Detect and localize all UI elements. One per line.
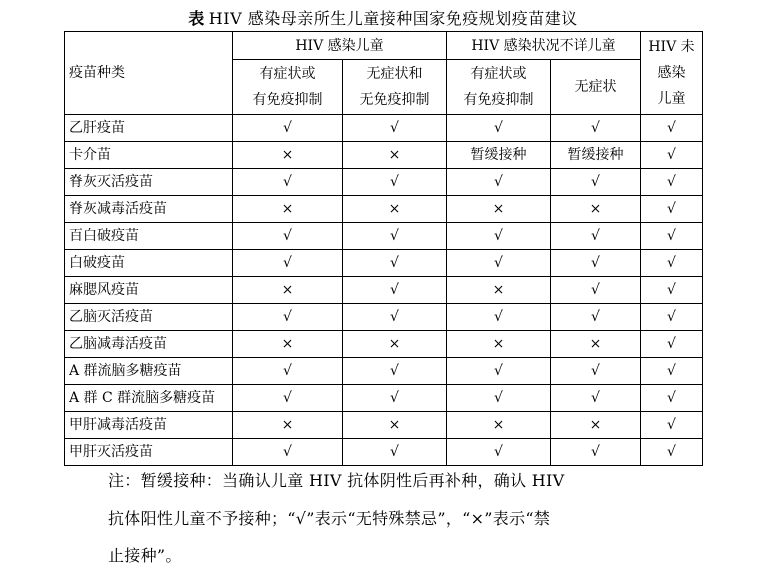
- vaccine-name-cell: A 群流脑多糖疫苗: [65, 358, 233, 385]
- table-row: [65, 412, 703, 439]
- recommendation-cell: √: [447, 169, 551, 196]
- table-row: [65, 277, 703, 304]
- recommendation-cell: √: [641, 169, 703, 196]
- recommendation-cell: 暂缓接种: [447, 142, 551, 169]
- vaccine-name-cell: 麻腮风疫苗: [65, 277, 233, 304]
- note-line-1: 注：暂缓接种：当确认儿童 HIV 抗体阴性后再补种，确认 HIV: [108, 471, 565, 490]
- recommendation-cell: √: [343, 304, 447, 331]
- table-row: [65, 304, 703, 331]
- recommendation-cell: √: [343, 169, 447, 196]
- recommendation-cell: √: [233, 169, 343, 196]
- header-group-uninfected: [641, 32, 703, 115]
- recommendation-cell: √: [447, 439, 551, 466]
- recommendation-cell: √: [641, 331, 703, 358]
- recommendation-cell: ×: [233, 196, 343, 223]
- recommendation-cell: √: [233, 115, 343, 142]
- header-infected-asymptomatic-line-2: 无免疫抑制: [359, 92, 430, 108]
- recommendation-cell: √: [233, 358, 343, 385]
- note-line-3: 止接种”。: [108, 546, 182, 565]
- table-row: [65, 250, 703, 277]
- recommendation-cell: ×: [343, 412, 447, 439]
- recommendation-cell: √: [641, 304, 703, 331]
- vaccine-name-cell: 脊灰减毒活疫苗: [65, 196, 233, 223]
- table-title-text: HIV 感染母亲所生儿童接种国家免疫规划疫苗建议: [208, 9, 578, 28]
- recommendation-cell: √: [233, 439, 343, 466]
- header-uninfected-line-1: HIV 未: [648, 39, 695, 55]
- recommendation-cell: √: [343, 223, 447, 250]
- vaccine-name-cell: 甲肝减毒活疫苗: [65, 412, 233, 439]
- table-row: [65, 169, 703, 196]
- recommendation-cell: ×: [447, 277, 551, 304]
- header-infected-symptomatic-line-2: 有免疫抑制: [252, 92, 323, 108]
- recommendation-cell: √: [447, 358, 551, 385]
- recommendation-cell: √: [343, 115, 447, 142]
- header-row-groups: [65, 32, 703, 60]
- recommendation-cell: √: [551, 250, 641, 277]
- table-row: [65, 358, 703, 385]
- recommendation-cell: √: [343, 385, 447, 412]
- recommendation-cell: √: [343, 250, 447, 277]
- header-unknown-symptomatic-line-2: 有免疫抑制: [463, 92, 534, 108]
- recommendation-cell: √: [551, 115, 641, 142]
- recommendation-cell: √: [551, 169, 641, 196]
- recommendation-cell: ×: [551, 196, 641, 223]
- recommendation-cell: √: [233, 250, 343, 277]
- recommendation-cell: ×: [447, 196, 551, 223]
- table-row: [65, 196, 703, 223]
- recommendation-cell: √: [551, 304, 641, 331]
- recommendation-cell: √: [641, 250, 703, 277]
- header-infected-symptomatic: [233, 60, 343, 115]
- recommendation-cell: √: [343, 277, 447, 304]
- header-uninfected-line-2: 感染: [657, 65, 686, 81]
- vaccine-name-cell: 白破疫苗: [65, 250, 233, 277]
- table-row: [65, 115, 703, 142]
- recommendation-cell: √: [641, 115, 703, 142]
- recommendation-cell: ×: [551, 412, 641, 439]
- header-unknown-symptomatic-line-1: 有症状或: [470, 66, 527, 82]
- header-group-unknown: HIV 感染状况不详儿童: [447, 32, 641, 60]
- recommendation-cell: √: [447, 304, 551, 331]
- header-uninfected-line-3: 儿童: [657, 91, 686, 107]
- recommendation-cell: √: [447, 223, 551, 250]
- recommendation-cell: ×: [447, 331, 551, 358]
- recommendation-cell: ×: [233, 331, 343, 358]
- recommendation-cell: √: [447, 115, 551, 142]
- recommendation-cell: √: [551, 385, 641, 412]
- vaccine-name-cell: 乙脑减毒活疫苗: [65, 331, 233, 358]
- vaccine-name-cell: 百白破疫苗: [65, 223, 233, 250]
- recommendation-cell: √: [343, 439, 447, 466]
- recommendation-cell: √: [551, 358, 641, 385]
- recommendation-cell: √: [641, 412, 703, 439]
- header-vaccine-type: 疫苗种类: [65, 32, 233, 115]
- recommendation-cell: ×: [343, 142, 447, 169]
- header-infected-asymptomatic: [343, 60, 447, 115]
- header-unknown-asymptomatic: 无症状: [551, 60, 641, 115]
- note-line-2: 抗体阳性儿童不予接种；“√”表示“无特殊禁忌”，“×”表示“禁: [108, 509, 551, 528]
- vaccine-name-cell: 脊灰灭活疫苗: [65, 169, 233, 196]
- recommendation-cell: √: [551, 277, 641, 304]
- vaccine-name-cell: 卡介苗: [65, 142, 233, 169]
- vaccine-table: [64, 31, 703, 466]
- recommendation-cell: ×: [447, 412, 551, 439]
- recommendation-cell: √: [641, 358, 703, 385]
- recommendation-cell: ×: [343, 196, 447, 223]
- header-group-infected: HIV 感染儿童: [233, 32, 447, 60]
- recommendation-cell: √: [641, 439, 703, 466]
- recommendation-cell: √: [641, 385, 703, 412]
- recommendation-cell: ×: [233, 277, 343, 304]
- recommendation-cell: √: [233, 223, 343, 250]
- table-row: [65, 331, 703, 358]
- recommendation-cell: √: [447, 250, 551, 277]
- vaccine-name-cell: 甲肝灭活疫苗: [65, 439, 233, 466]
- recommendation-cell: √: [641, 223, 703, 250]
- recommendation-cell: √: [233, 385, 343, 412]
- table-row: [65, 223, 703, 250]
- header-infected-symptomatic-line-1: 有症状或: [259, 66, 316, 82]
- recommendation-cell: √: [551, 223, 641, 250]
- header-unknown-symptomatic: [447, 60, 551, 115]
- vaccine-name-cell: 乙脑灭活疫苗: [65, 304, 233, 331]
- recommendation-cell: ×: [233, 142, 343, 169]
- recommendation-cell: 暂缓接种: [551, 142, 641, 169]
- vaccine-name-cell: 乙肝疫苗: [65, 115, 233, 142]
- recommendation-cell: √: [641, 196, 703, 223]
- table-title-prefix: 表: [188, 9, 205, 28]
- recommendation-cell: √: [343, 358, 447, 385]
- recommendation-cell: ×: [343, 331, 447, 358]
- recommendation-cell: √: [641, 277, 703, 304]
- table-title: [0, 6, 766, 29]
- recommendation-cell: √: [641, 142, 703, 169]
- recommendation-cell: √: [447, 385, 551, 412]
- recommendation-cell: √: [233, 304, 343, 331]
- table-row: [65, 142, 703, 169]
- table-row: [65, 439, 703, 466]
- header-infected-asymptomatic-line-1: 无症状和: [366, 66, 423, 82]
- recommendation-cell: ×: [551, 331, 641, 358]
- recommendation-cell: ×: [233, 412, 343, 439]
- table-row: [65, 385, 703, 412]
- recommendation-cell: √: [551, 439, 641, 466]
- vaccine-name-cell: A 群 C 群流脑多糖疫苗: [65, 385, 233, 412]
